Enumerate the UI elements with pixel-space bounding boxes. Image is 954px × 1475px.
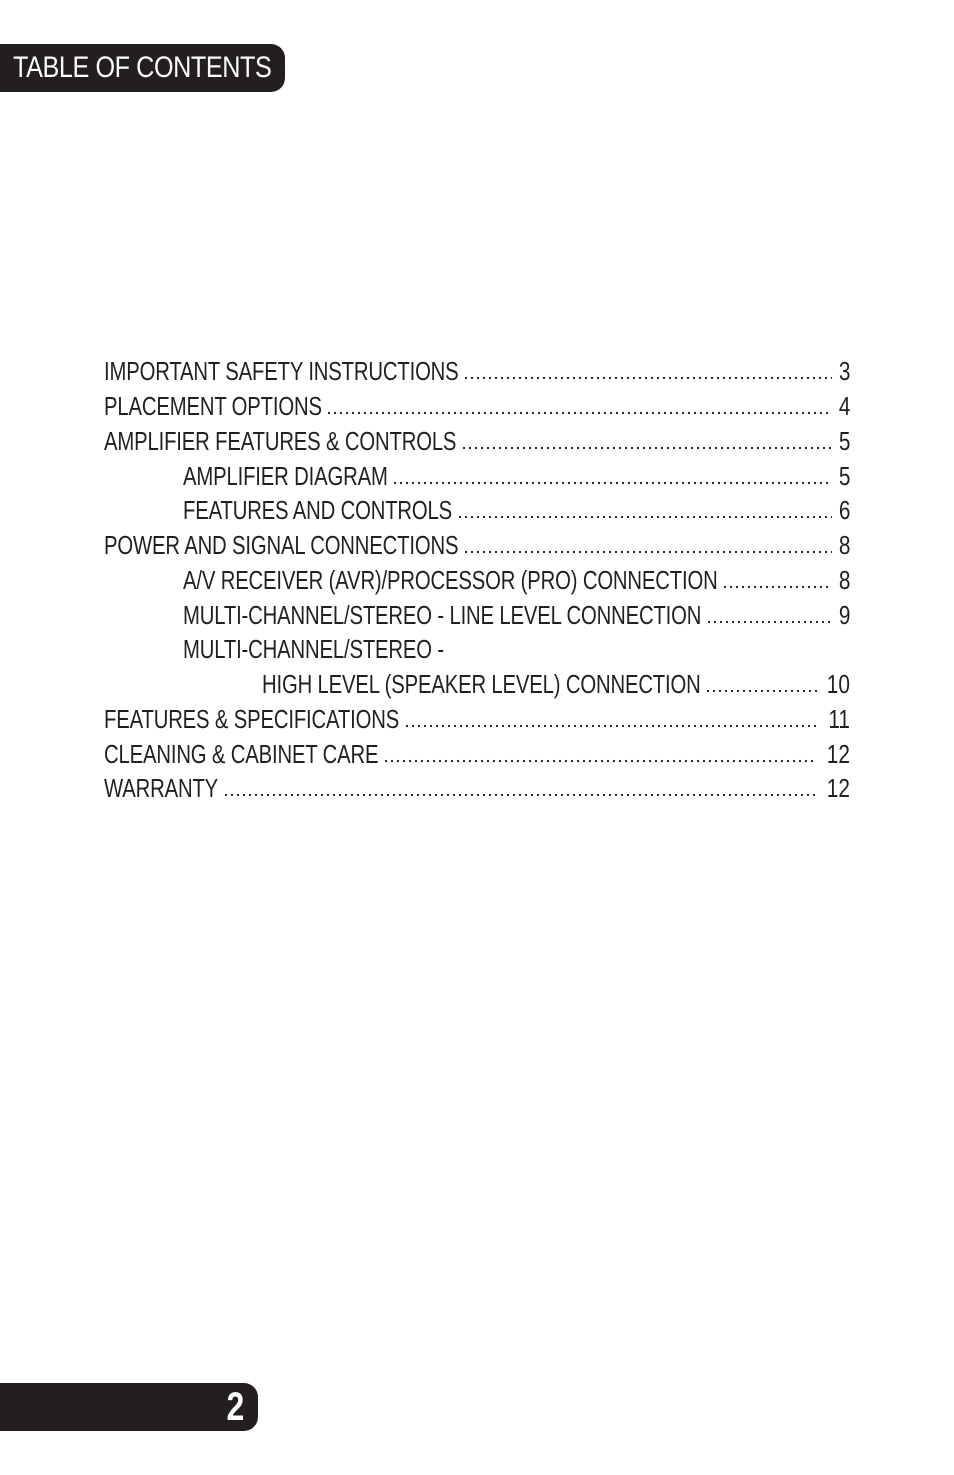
toc-subentry[interactable] — [104, 597, 850, 632]
toc-leader-dots — [457, 515, 832, 519]
toc-entry-page: 5 — [838, 460, 850, 491]
toc-entry-page: 11 — [828, 703, 850, 734]
toc-entry[interactable] — [104, 354, 850, 389]
toc-leader-dots — [461, 446, 832, 450]
toc-leader-dots — [383, 759, 817, 763]
toc-leader-dots — [326, 411, 832, 415]
toc-leader-dots — [463, 550, 832, 554]
toc-entry-title: FEATURES AND CONTROLS — [183, 495, 453, 526]
toc-entry-page: 10 — [826, 669, 850, 700]
section-header-tab — [0, 44, 285, 92]
toc-entry[interactable] — [104, 736, 850, 771]
toc-entry-page: 5 — [838, 425, 850, 456]
toc-entry-title: PLACEMENT OPTIONS — [104, 391, 322, 422]
toc-entry-page: 9 — [838, 599, 850, 630]
toc-entry[interactable] — [104, 389, 850, 424]
toc-entry-title: WARRANTY — [104, 773, 219, 804]
toc-leader-dots — [706, 620, 832, 624]
toc-entry-page: 6 — [838, 495, 850, 526]
toc-subentry[interactable] — [104, 632, 850, 667]
toc-entry-page: 12 — [826, 738, 850, 769]
toc-entry-title: HIGH LEVEL (SPEAKER LEVEL) CONNECTION — [262, 669, 701, 700]
toc-entry[interactable] — [104, 702, 850, 737]
toc-entry-title: AMPLIFIER DIAGRAM — [183, 460, 388, 491]
page-number-tab — [0, 1383, 258, 1431]
toc-entry-title: CLEANING & CABINET CARE — [104, 738, 379, 769]
toc-entry-page: 4 — [838, 391, 850, 422]
toc-leader-dots — [705, 689, 817, 693]
toc-leader-dots — [392, 481, 832, 485]
toc-entry[interactable] — [104, 424, 850, 459]
toc-entry-page: 8 — [838, 564, 850, 595]
toc-leader-dots — [404, 724, 819, 728]
toc-entry-title: FEATURES & SPECIFICATIONS — [104, 703, 400, 734]
toc-subentry[interactable] — [104, 667, 850, 702]
section-title: TABLE OF CONTENTS — [13, 51, 272, 84]
toc-entry-title: MULTI-CHANNEL/STEREO - — [183, 634, 444, 665]
toc-leader-dots — [463, 376, 832, 380]
toc-entry-title: POWER AND SIGNAL CONNECTIONS — [104, 530, 459, 561]
toc-subentry[interactable] — [104, 458, 850, 493]
toc-leader-dots — [722, 585, 832, 589]
toc-entry[interactable] — [104, 528, 850, 563]
toc-entry-title: MULTI-CHANNEL/STEREO - LINE LEVEL CONNECTION — [183, 599, 702, 630]
toc-entry-page: 8 — [838, 530, 850, 561]
toc-entry-title: IMPORTANT SAFETY INSTRUCTIONS — [104, 356, 459, 387]
toc-leader-dots — [223, 793, 817, 797]
page-number: 2 — [226, 1385, 244, 1429]
toc-entry-page: 12 — [826, 773, 850, 804]
toc-subentry[interactable] — [104, 563, 850, 598]
toc-entry-title: AMPLIFIER FEATURES & CONTROLS — [104, 425, 457, 456]
toc-entry-title: A/V RECEIVER (AVR)/PROCESSOR (PRO) CONNECTION — [183, 564, 718, 595]
table-of-contents — [104, 354, 850, 806]
toc-entry-page: 3 — [838, 356, 850, 387]
toc-subentry[interactable] — [104, 493, 850, 528]
toc-entry[interactable] — [104, 771, 850, 806]
